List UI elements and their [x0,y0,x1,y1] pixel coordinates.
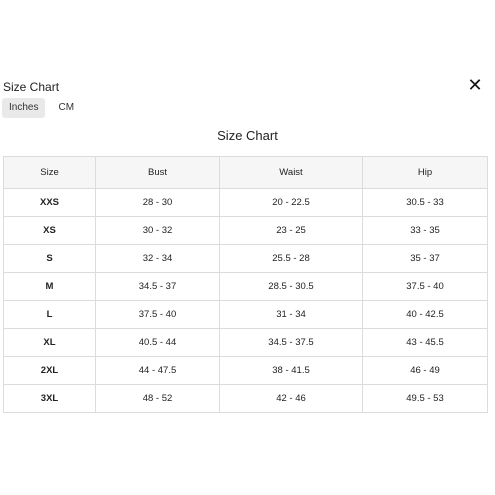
cell-hip: 46 - 49 [363,357,488,385]
cell-hip: 49.5 - 53 [363,385,488,413]
cell-waist: 20 - 22.5 [220,189,363,217]
cell-size: L [4,301,96,329]
cell-size: 3XL [4,385,96,413]
cell-hip: 37.5 - 40 [363,273,488,301]
cell-waist: 42 - 46 [220,385,363,413]
cell-size: XL [4,329,96,357]
cell-bust: 44 - 47.5 [96,357,220,385]
table-row [4,273,488,301]
cell-hip: 33 - 35 [363,217,488,245]
cell-waist: 25.5 - 28 [220,245,363,273]
column-header-size: Size [4,157,96,189]
cell-hip: 40 - 42.5 [363,301,488,329]
column-header-waist: Waist [220,157,363,189]
cell-hip: 30.5 - 33 [363,189,488,217]
table-row [4,301,488,329]
unit-tabs [2,98,81,118]
cell-size: XS [4,217,96,245]
cell-bust: 37.5 - 40 [96,301,220,329]
table-row [4,385,488,413]
cell-waist: 28.5 - 30.5 [220,273,363,301]
cell-size: 2XL [4,357,96,385]
cell-size: M [4,273,96,301]
table-row [4,245,488,273]
size-table-container[interactable] [0,156,495,416]
cell-bust: 30 - 32 [96,217,220,245]
table-row [4,357,488,385]
cell-size: S [4,245,96,273]
cell-bust: 34.5 - 37 [96,273,220,301]
cell-bust: 32 - 34 [96,245,220,273]
cell-size: XXS [4,189,96,217]
cell-bust: 48 - 52 [96,385,220,413]
cell-bust: 28 - 30 [96,189,220,217]
size-table [3,156,488,413]
column-header-hip: Hip [363,157,488,189]
cell-waist: 38 - 41.5 [220,357,363,385]
table-row [4,329,488,357]
cell-waist: 34.5 - 37.5 [220,329,363,357]
table-row [4,189,488,217]
header-title: Size Chart [3,80,60,94]
cell-bust: 40.5 - 44 [96,329,220,357]
tab-cm[interactable]: CM [58,102,75,113]
column-header-bust: Bust [96,157,220,189]
cell-waist: 31 - 34 [220,301,363,329]
table-header-row [4,157,488,189]
table-row [4,217,488,245]
table-title: Size Chart [217,128,278,143]
cell-waist: 23 - 25 [220,217,363,245]
cell-hip: 43 - 45.5 [363,329,488,357]
cell-hip: 35 - 37 [363,245,488,273]
close-icon[interactable]: ✕ [467,75,483,95]
tab-inches[interactable]: Inches [2,98,45,118]
